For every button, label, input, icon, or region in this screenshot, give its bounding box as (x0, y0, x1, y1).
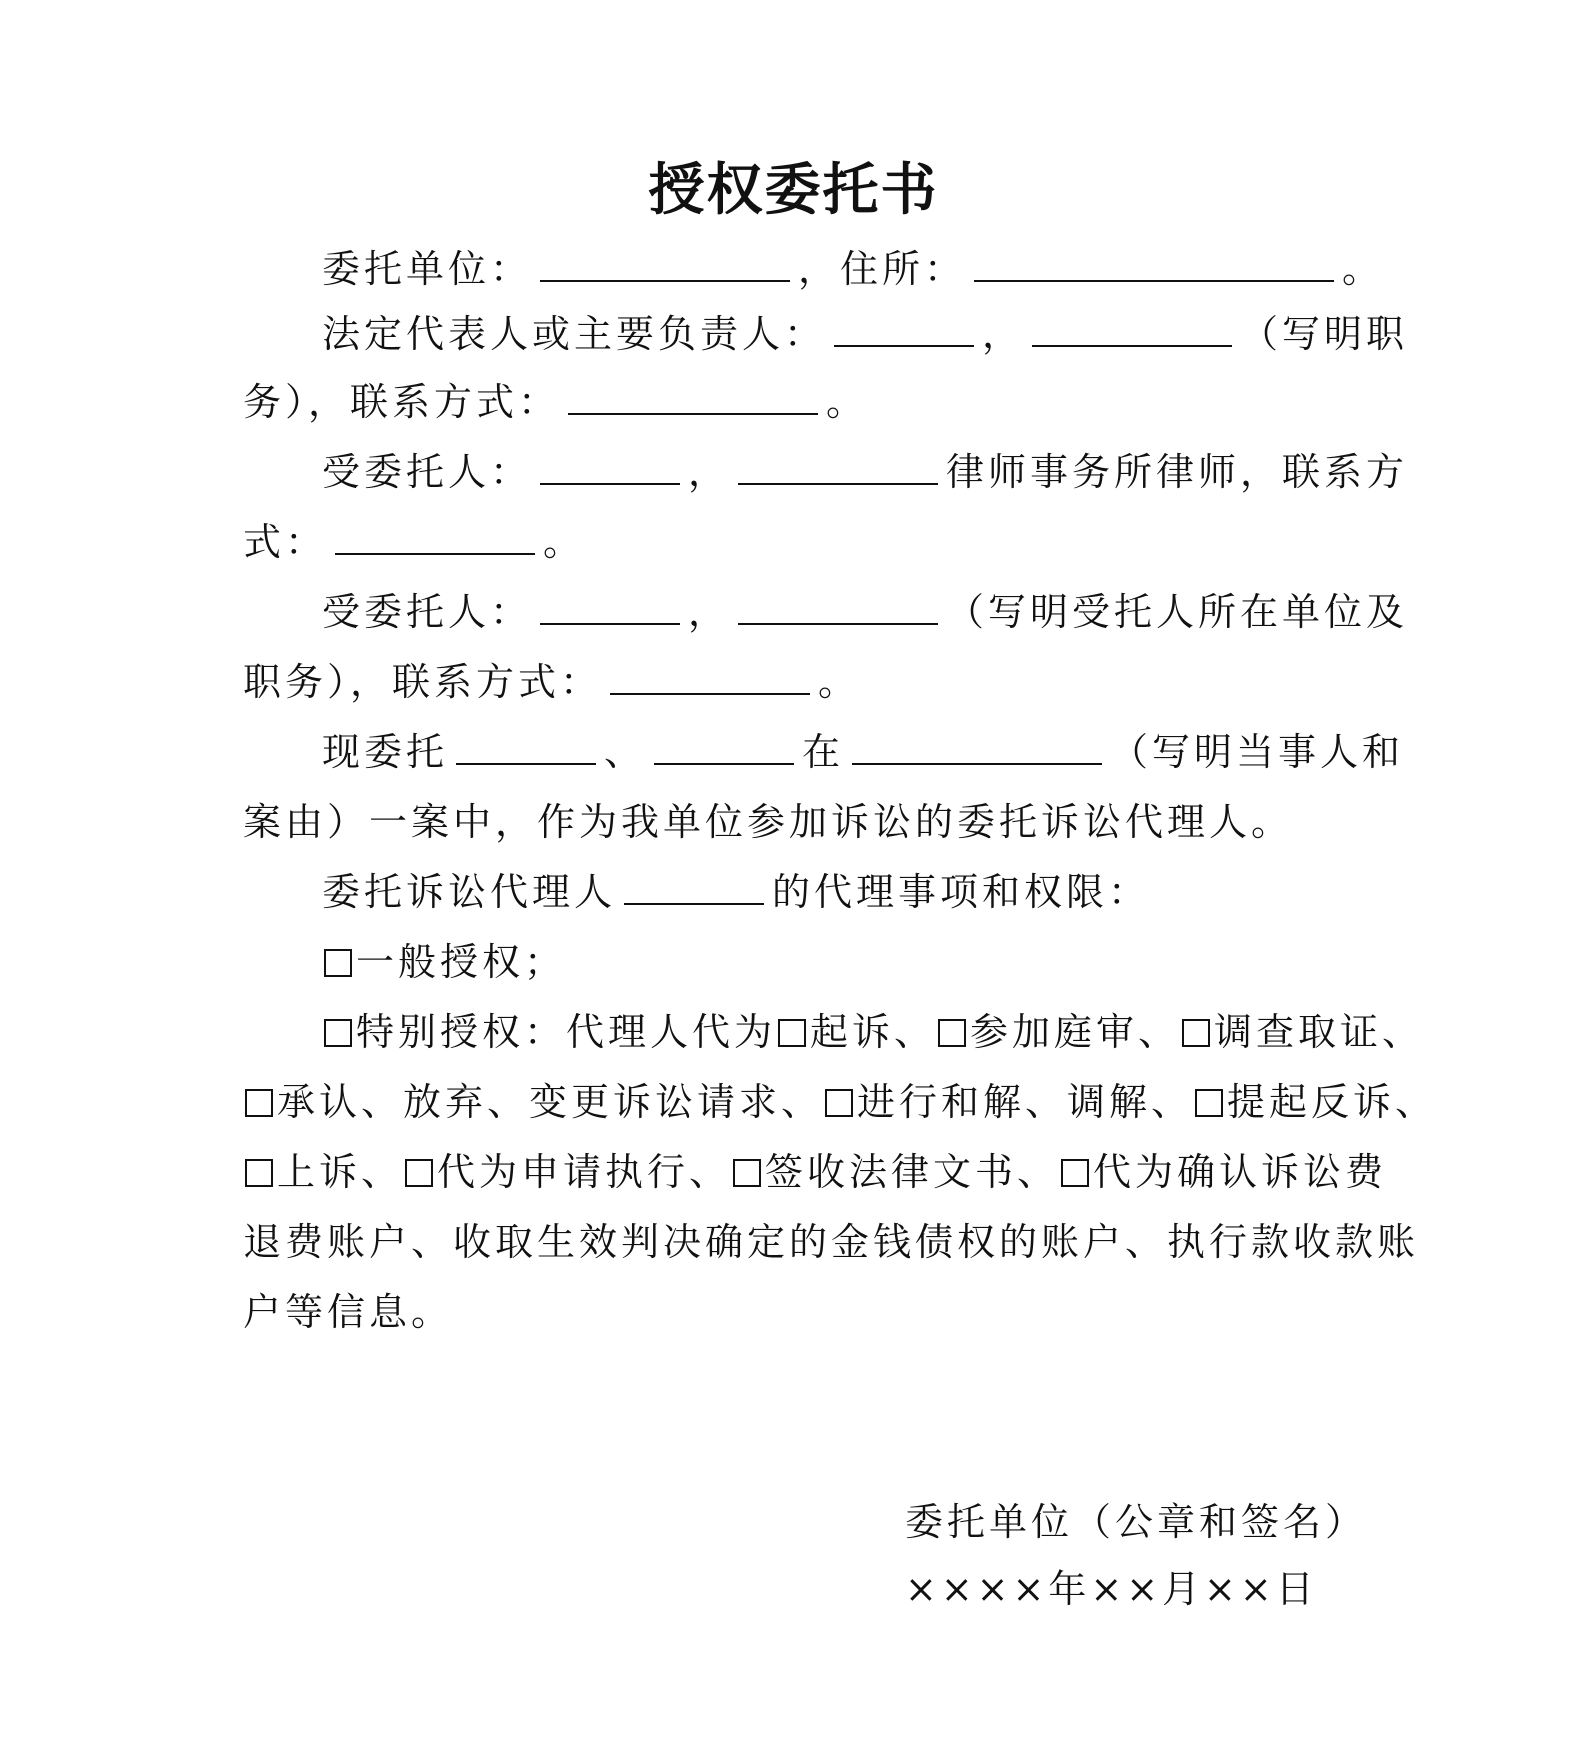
agent2-unit-blank[interactable] (738, 593, 938, 625)
legal-rep-contact-blank[interactable] (568, 383, 818, 415)
agent1-firm: 律师事务所律师，联系方 (946, 450, 1409, 494)
agent1-contact-line (243, 508, 1343, 576)
sue-checkbox[interactable] (778, 1019, 806, 1047)
agent2-line (322, 578, 1409, 646)
address-label: ，住所： (798, 247, 967, 291)
address-blank[interactable] (974, 250, 1334, 282)
entrust-note: （写明当事人和 (1110, 730, 1405, 774)
legal-rep-note: （写明职 (1240, 312, 1409, 356)
agent1-end: 。 (543, 520, 586, 564)
execution-label: 代为申请执行、 (437, 1150, 732, 1194)
special-auth-line-4: 退费账户、收取生效判决确定的金钱债权的账户、执行款收款账 (243, 1220, 1420, 1264)
agent1-contact-blank[interactable] (335, 523, 535, 555)
general-auth-checkbox[interactable] (324, 949, 352, 977)
entrust-prefix: 现委托 (322, 730, 449, 774)
entrust-at: 在 (802, 730, 845, 774)
legal-rep-name-blank[interactable] (834, 315, 974, 347)
settle-checkbox[interactable] (825, 1089, 853, 1117)
signature-label: 委托单位（公章和签名） (905, 1500, 1368, 1544)
special-auth-line-2 (243, 1068, 1438, 1136)
entrust-line (322, 718, 1405, 786)
general-auth-line (322, 928, 1342, 996)
agent2-label: 受委托人： (322, 590, 533, 634)
counterclaim-label: 提起反诉、 (1227, 1080, 1438, 1124)
general-auth-label: 一般授权； (356, 940, 567, 984)
case-blank[interactable] (852, 733, 1102, 765)
special-auth-line (322, 998, 1425, 1066)
agent2-contact-label: 职务），联系方式： (243, 660, 603, 704)
confirm-account-label: 代为确认诉讼费 (1093, 1150, 1388, 1194)
agent2-contact-blank[interactable] (610, 663, 810, 695)
admit-label: 承认、放弃、变更诉讼请求、 (277, 1080, 824, 1124)
special-auth-line-5: 户等信息。 (243, 1290, 454, 1334)
legal-rep-title-blank[interactable] (1032, 315, 1232, 347)
entrust-agent1-blank[interactable] (456, 733, 596, 765)
agent1-line (322, 438, 1409, 506)
agent2-note: （写明受托人所在单位及 (946, 590, 1409, 634)
scope-suffix: 的代理事项和权限： (772, 870, 1151, 914)
admit-checkbox[interactable] (245, 1089, 273, 1117)
special-auth-line-3 (243, 1138, 1388, 1206)
settle-label: 进行和解、调解、 (857, 1080, 1194, 1124)
agent1-label: 受委托人： (322, 450, 533, 494)
unit-line (322, 235, 1385, 303)
agent2-sep: ， (688, 590, 731, 634)
execution-checkbox[interactable] (405, 1159, 433, 1187)
unit-name-blank[interactable] (540, 250, 790, 282)
agent1-name-blank[interactable] (540, 453, 680, 485)
legal-rep-contact-label: 务），联系方式： (243, 380, 561, 424)
evidence-label: 调查取证、 (1214, 1010, 1425, 1054)
confirm-account-checkbox[interactable] (1061, 1159, 1089, 1187)
appeal-label: 上诉、 (277, 1150, 404, 1194)
unit-line-end: 。 (1342, 247, 1385, 291)
agent1-sep: ， (688, 450, 731, 494)
unit-label: 委托单位： (322, 247, 533, 291)
scope-line (322, 858, 1342, 926)
scope-agent-blank[interactable] (624, 873, 764, 905)
receive-docs-label: 签收法律文书、 (765, 1150, 1060, 1194)
hearing-checkbox[interactable] (938, 1019, 966, 1047)
agent2-contact-line (243, 648, 1343, 716)
legal-rep-contact-line (243, 368, 1343, 436)
appeal-checkbox[interactable] (245, 1159, 273, 1187)
receive-docs-checkbox[interactable] (733, 1159, 761, 1187)
special-auth-checkbox[interactable] (324, 1019, 352, 1047)
legal-rep-sep: ， (982, 312, 1025, 356)
scope-prefix: 委托诉讼代理人 (322, 870, 617, 914)
special-auth-lead: 特别授权：代理人代为 (356, 1010, 777, 1054)
page-title: 授权委托书 (648, 157, 939, 223)
legal-rep-line (322, 300, 1409, 368)
hearing-label: 参加庭审、 (970, 1010, 1181, 1054)
evidence-checkbox[interactable] (1182, 1019, 1210, 1047)
agent1-contact-label: 式： (243, 520, 328, 564)
counterclaim-checkbox[interactable] (1195, 1089, 1223, 1117)
entrust-cont-line: 案由）一案中，作为我单位参加诉讼的委托诉讼代理人。 (243, 800, 1294, 844)
entrust-agent2-blank[interactable] (654, 733, 794, 765)
sue-label: 起诉、 (810, 1010, 937, 1054)
signature-date: ××××年××月××日 (905, 1567, 1318, 1611)
agent2-end: 。 (818, 660, 861, 704)
legal-rep-label: 法定代表人或主要负责人： (322, 312, 827, 356)
legal-rep-end: 。 (826, 380, 869, 424)
agent2-name-blank[interactable] (540, 593, 680, 625)
entrust-sep: 、 (604, 730, 647, 774)
agent1-firm-blank[interactable] (738, 453, 938, 485)
